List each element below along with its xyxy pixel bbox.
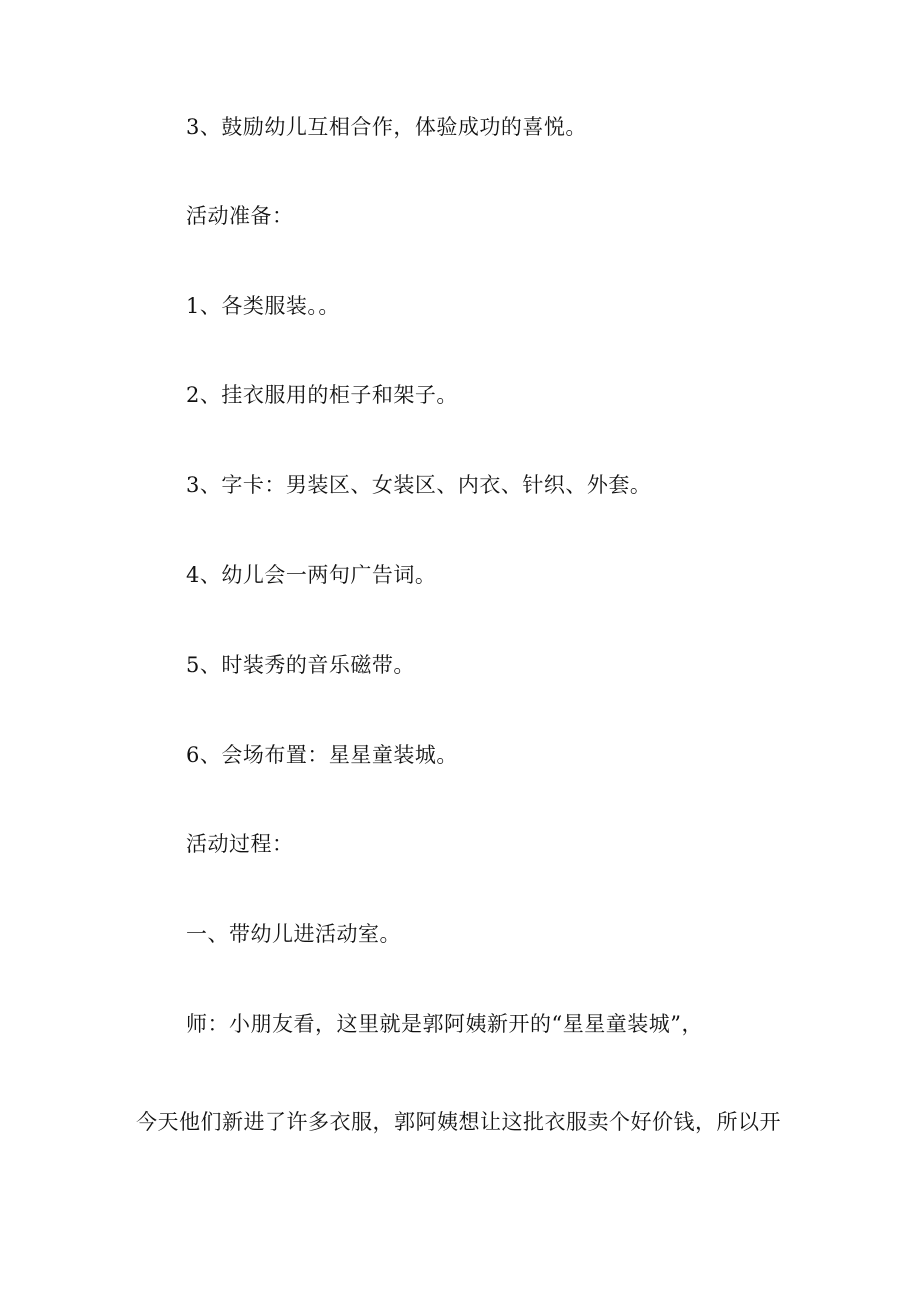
section-heading-preparation: 活动准备：	[186, 204, 294, 228]
body-paragraph-line: 今天他们新进了许多衣服，郭阿姨想让这批衣服卖个好价钱，所以开	[136, 1110, 781, 1134]
teacher-dialogue: 师：小朋友看，这里就是郭阿姨新开的“星星童装城”，	[186, 1012, 703, 1036]
section-heading-process: 活动过程：	[186, 832, 294, 856]
preparation-item-3: 3、字卡：男装区、女装区、内衣、针织、外套。	[186, 473, 652, 497]
goal-item-3: 3、鼓励幼儿互相合作，体验成功的喜悦。	[186, 115, 587, 139]
preparation-item-6: 6、会场布置：星星童装城。	[186, 743, 458, 767]
process-step-1: 一、带幼儿进活动室。	[186, 922, 401, 946]
preparation-item-2: 2、挂衣服用的柜子和架子。	[186, 383, 458, 407]
preparation-item-4: 4、幼儿会一两句广告词。	[186, 563, 437, 587]
preparation-item-1: 1、各类服装。。	[186, 294, 340, 318]
preparation-item-5: 5、时装秀的音乐磁带。	[186, 653, 415, 677]
